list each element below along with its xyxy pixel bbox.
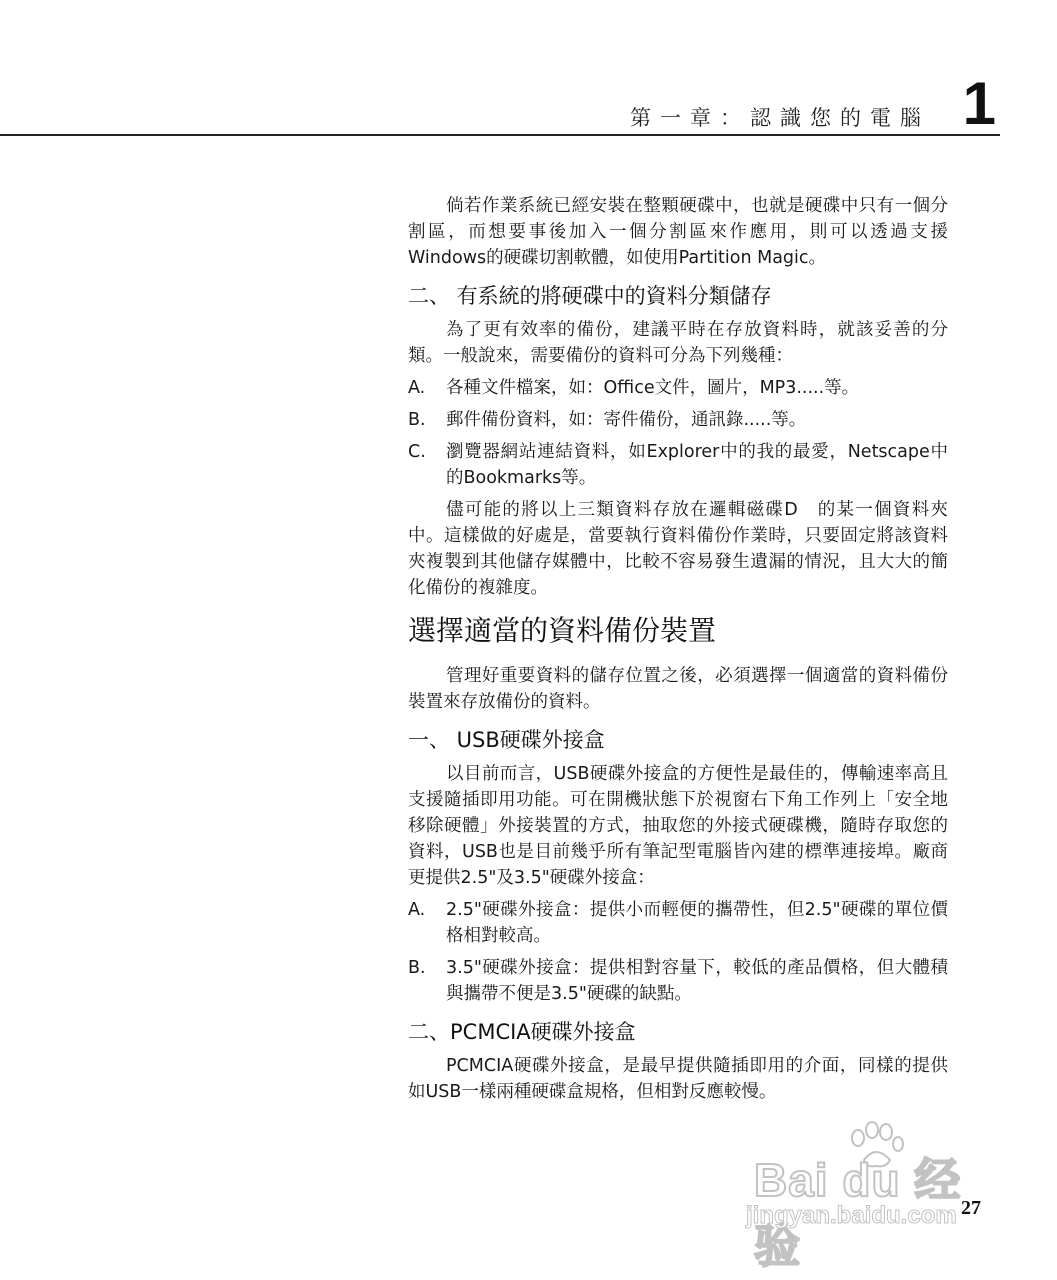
section-heading-pcmcia: 二、PCMCIA硬碟外接盒 xyxy=(408,1020,636,1044)
list-item-letter: C. xyxy=(408,442,426,462)
list-item xyxy=(408,407,948,433)
list-item-letter: B. xyxy=(408,958,426,978)
watermark-logo: Bai du 经验 xyxy=(754,1154,962,1272)
list-item-text: 3.5"硬碟外接盒：提供相對容量下，較低的產品價格，但大體積與攜帶不便是3.5"硬碟的缺點。 xyxy=(446,958,948,1004)
section-heading-classify: 二、 有系統的將硬碟中的資料分類儲存 xyxy=(408,284,772,308)
list-item xyxy=(408,955,948,1007)
main-heading-backup-device: 選擇適當的資料備份裝置 xyxy=(408,614,717,647)
page-content xyxy=(408,193,948,1111)
paragraph-folder-advice: 儘可能的將以上三類資料存放在邏輯磁碟D 的某一個資料夾中。這樣做的好處是，當要執行資料備份作業時，只要固定將該資料夾複製到其他儲存媒體中，比較不容易發生遺漏的情況，且大大的簡化備份的複雜度。 xyxy=(408,500,948,598)
section-heading-usb: 一、 USB硬碟外接盒 xyxy=(408,728,605,752)
list-item-text: 2.5"硬碟外接盒：提供小而輕便的攜帶性，但2.5"硬碟的單位價格相對較高。 xyxy=(446,900,948,946)
paragraph-partition: 倘若作業系統已經安裝在整顆硬碟中，也就是硬碟中只有一個分割區，而想要事後加入一個分割區來作應用，則可以透過支援Windows的硬碟切割軟體，如使用Partition Magic。 xyxy=(408,196,948,268)
chapter-header xyxy=(0,60,1000,136)
list-item-text: 各種文件檔案，如：Office文件，圖片，MP3.....等。 xyxy=(446,378,860,398)
list-item-text: 郵件備份資料，如：寄件備份，通訊錄.....等。 xyxy=(446,410,807,430)
list-item-text: 瀏覽器網站連結資料，如Explorer中的我的最愛，Netscape中的Bookmarks等。 xyxy=(446,442,948,488)
list-item-letter: B. xyxy=(408,410,426,430)
list-item xyxy=(408,897,948,949)
paragraph-device-intro: 管理好重要資料的儲存位置之後，必須選擇一個適當的資料備份裝置來存放備份的資料。 xyxy=(408,666,948,712)
paragraph-usb: 以目前而言，USB硬碟外接盒的方便性是最佳的，傳輸速率高且支援隨插即用功能。可在開機狀態下於視窗右下角工作列上「安全地移除硬體」外接裝置的方式，抽取您的外接式硬碟機，隨時存取您的資料，USB也是目前幾乎所有筆記型電腦皆內建的標準連接埠。廠商更提供2.5"及3.5"硬碟外接盒： xyxy=(408,764,948,888)
page-number: 27 xyxy=(961,1197,981,1219)
watermark-url: jingyan.baidu.com xyxy=(746,1202,957,1229)
list-item xyxy=(408,439,948,491)
list-item-letter: A. xyxy=(408,900,426,920)
paragraph-pcmcia: PCMCIA硬碟外接盒，是最早提供隨插即用的介面，同樣的提供如USB一樣兩種硬碟盒規格，但相對反應較慢。 xyxy=(408,1056,948,1102)
chapter-title: 第一章：認識您的電腦 xyxy=(630,106,930,130)
chapter-number: 1 xyxy=(962,70,996,137)
baidu-watermark xyxy=(746,1120,996,1272)
list-item xyxy=(408,375,948,401)
list-item-letter: A. xyxy=(408,378,426,398)
paragraph-classify-intro: 為了更有效率的備份，建議平時在存放資料時，就該妥善的分類。一般說來，需要備份的資料可分為下列幾種： xyxy=(408,320,948,366)
